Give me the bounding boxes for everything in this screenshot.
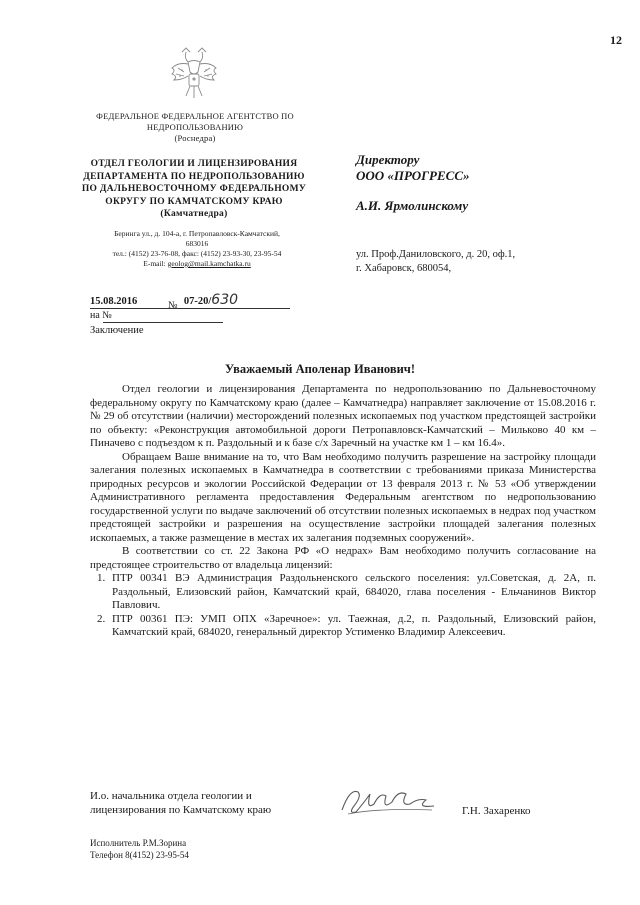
recipient-address: [356, 248, 515, 276]
department-line-5: (Камчатнедра): [160, 209, 228, 219]
recipient-block: [356, 152, 586, 214]
number-sign: №: [168, 300, 178, 311]
salutation: Уважаемый Аполенар Иванович!: [224, 362, 416, 376]
department-line-2: ДЕПАРТАМЕНТА ПО НЕДРОПОЛЬЗОВАНИЮ: [83, 171, 305, 182]
contact-address: Беринга ул., д. 104-а, г. Петропавловск-Камчатский,: [114, 229, 280, 238]
signatory-name: Г.Н. Захаренко: [462, 805, 531, 817]
recipient-name: А.И. Ярмолинскому: [356, 198, 469, 213]
contact-postcode: 683016: [185, 239, 209, 248]
recipient-address-line-1: ул. Проф.Даниловского, д. 20, оф.1,: [356, 249, 516, 260]
body-paragraph-2: Обращаем Ваше внимание на то, что Вам необходимо получить разрешение на застройку площади залегания полезных ископаемых в Камчатнедра в соответствии с требованиями приказа Министерства природных ресурсов и экологии Российской Федерации от 13 февраля 2013 г. № 53 «Об утверждении Административного регламента предоставления Федеральным агентством по недропользованию государственной услуги по выдаче заключений об отсутствии полезных ископаемых в недрах под участком предстоящей застройки и разрешения на осуществление застройки площадей залегания полезных ископаемых, а также размещение в местах их залегания подземных сооружений».: [90, 450, 596, 544]
agency-line-2: НЕДРОПОЛЬЗОВАНИЮ: [146, 122, 244, 132]
registration-date: 15.08.2016: [90, 296, 138, 307]
executor-block: [90, 838, 189, 861]
registration-underline: [90, 308, 290, 309]
agency-header: [90, 111, 300, 144]
agency-line-3: (Роснедра): [174, 133, 216, 143]
signatory-title-line-2: лицензирования по Камчатскому краю: [90, 804, 272, 816]
signatory-title: [90, 789, 271, 817]
letter-subject: Заключение: [90, 325, 144, 336]
contact-block: [72, 229, 322, 269]
email-link[interactable]: geolog@mail.kamchatka.ru: [167, 259, 251, 268]
russian-coat-of-arms-icon: [168, 46, 220, 104]
registration-line: [90, 292, 238, 308]
executor-name: Исполнитель Р.М.Зорина: [90, 838, 187, 848]
department-line-1: ОТДЕЛ ГЕОЛОГИИ И ЛИЦЕНЗИРОВАНИЯ: [90, 159, 298, 169]
letter-body: [90, 383, 596, 640]
contact-phones: тел.: (4152) 23-76-08, факс: (4152) 23-93-30, 23-95-54: [112, 249, 282, 258]
contact-email-row: [72, 259, 322, 269]
signatory-title-line-1: И.о. начальника отдела геологии и: [90, 790, 252, 802]
recipient-company: ООО «ПРОГРЕСС»: [356, 168, 470, 183]
department-header: [78, 158, 310, 221]
reference-number-label: на №: [90, 310, 112, 321]
recipient-address-line-2: г. Хабаровск, 680054,: [356, 263, 452, 274]
recipient-position: Директору: [356, 152, 420, 167]
email-label: E-mail:: [143, 259, 166, 268]
department-line-3: ПО ДАЛЬНЕВОСТОЧНОМУ ФЕДЕРАЛЬНОМУ: [81, 184, 307, 194]
department-line-4: ОКРУГУ ПО КАМЧАТСКОМУ КРАЮ: [105, 196, 283, 207]
license-holder-item: 1. ПТР 00341 ВЭ Администрация Раздольненского сельского поселения: ул.Советская, д. 2А, п. Раздольный, Елизовский район, Камчатский край, 684020, глава поселения - Ельчанинов Виктор Павлович.: [108, 572, 596, 613]
body-paragraph-3: В соответствии со ст. 22 Закона РФ «О недрах» Вам необходимо получить согласование на предстоящее строительство от владельца лицензий:: [90, 545, 596, 571]
license-holders-list: [90, 572, 596, 640]
handwritten-signature-icon: [336, 780, 440, 822]
body-paragraph-1: Отдел геологии и лицензирования Департамента по недропользованию по Дальневосточному федеральному округу по Камчатскому краю (далее – Камчатнедра) направляет заключение от 15.08.2016 г. № 29 об отсутствии (наличии) месторождений полезных ископаемых под участком предстоящей застройки по объекту: «Реконструкция автомобильной дороги Петропавловск-Камчатский – Мильково 40 км – Пиначево с подъездом к п. Раздольный и к базе с/х Заречный на участке км 1 – км 16.4».: [90, 383, 596, 449]
registration-number-prefix: 07-20/: [183, 296, 212, 307]
executor-phone: Телефон 8(4152) 23-95-54: [90, 849, 189, 860]
license-holder-item: 2. ПТР 00361 ПЭ: УМП ОПХ «Заречное»: ул. Таежная, д.2, п. Раздольный, Елизовский район, Камчатский край, 684020, генеральный директор Устименко Владимир Алексеевич.: [108, 613, 596, 640]
reference-underline: [103, 322, 223, 323]
registration-number-handwritten: 630: [211, 292, 239, 308]
agency-line-1: ФЕДЕРАЛЬНОЕ ФЕДЕРАЛЬНОЕ АГЕНТСТВО ПО: [96, 111, 294, 121]
page-number: 12: [610, 33, 622, 47]
